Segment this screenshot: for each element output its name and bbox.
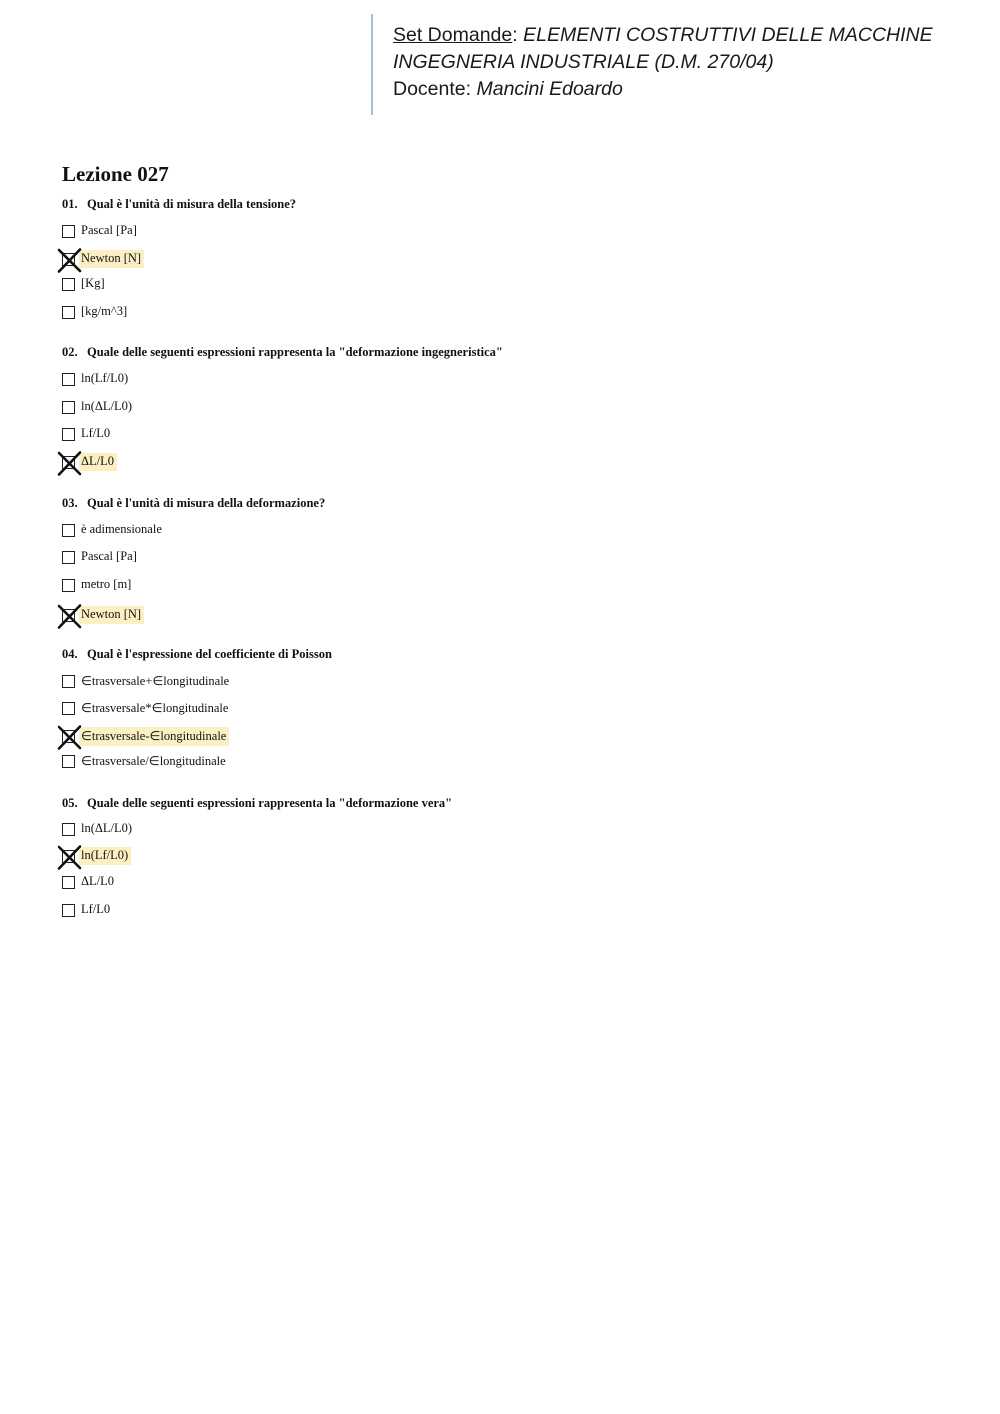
answer-option[interactable] [62, 274, 108, 294]
answer-text: ln(ΔL/L0) [81, 399, 133, 413]
question-04 [62, 647, 942, 768]
answer-option[interactable] [62, 397, 135, 417]
teacher-name: Mancini Edoardo [476, 78, 623, 100]
answer-text: metro [m] [81, 577, 132, 591]
answer-option[interactable] [62, 846, 131, 866]
answer-option[interactable] [62, 671, 232, 691]
question-heading [62, 496, 942, 514]
answer-option[interactable] [62, 726, 229, 746]
answer-text: ∈trasversale-∈longitudinale [79, 727, 229, 746]
question-02 [62, 345, 942, 468]
answer-option[interactable] [62, 900, 113, 920]
checkbox[interactable] [62, 579, 75, 592]
checkbox[interactable] [62, 755, 75, 768]
checkbox[interactable] [62, 306, 75, 319]
checkbox[interactable] [62, 876, 75, 889]
question-heading [62, 796, 942, 814]
answer-option[interactable] [62, 575, 134, 595]
answer-option[interactable] [62, 872, 117, 892]
answer-option[interactable] [62, 751, 229, 771]
checkbox[interactable] [62, 428, 75, 441]
answer-option[interactable] [62, 369, 131, 389]
answer-text: [kg/m^3] [81, 304, 128, 318]
question-heading [62, 345, 942, 363]
checkbox[interactable] [62, 904, 75, 917]
answer-text: ΔL/L0 [79, 453, 117, 471]
answer-text: ∈trasversale+∈longitudinale [81, 673, 230, 688]
question-number: 03. [62, 496, 78, 510]
cross-mark-icon [57, 604, 82, 629]
answer-text: Newton [N] [79, 250, 144, 268]
cross-mark-icon [57, 845, 82, 870]
answer-text: ΔL/L0 [81, 874, 115, 888]
answer-text: è adimensionale [81, 522, 162, 536]
course-header [371, 14, 941, 115]
question-number: 01. [62, 197, 78, 211]
checkbox[interactable] [62, 702, 75, 715]
set-colon: : [512, 24, 518, 46]
answer-option[interactable] [62, 221, 140, 241]
teacher-line [393, 76, 941, 103]
checkbox[interactable] [62, 551, 75, 564]
cross-mark-icon [57, 451, 82, 476]
answer-text: ln(Lf/L0) [79, 847, 131, 865]
question-number: 02. [62, 345, 78, 359]
question-text: Qual è l'espressione del coefficiente di Poisson [87, 647, 332, 661]
checkbox-checked[interactable] [62, 253, 75, 266]
answer-option[interactable] [62, 605, 144, 625]
set-line [393, 22, 941, 49]
answer-text: Pascal [Pa] [81, 549, 137, 563]
question-heading [62, 647, 942, 665]
cross-mark-icon [57, 248, 82, 273]
answer-text: Newton [N] [79, 606, 144, 624]
answer-text: ln(Lf/L0) [81, 371, 129, 385]
answer-text: ∈trasversale*∈longitudinale [81, 700, 229, 715]
checkbox[interactable] [62, 278, 75, 291]
checkbox-checked[interactable] [62, 609, 75, 622]
answer-option[interactable] [62, 424, 113, 444]
set-label: Set Domande [393, 24, 513, 46]
question-number: 04. [62, 647, 78, 661]
question-text: Quale delle seguenti espressioni rappresenta la "deformazione vera" [87, 796, 453, 810]
checkbox[interactable] [62, 524, 75, 537]
cross-mark-icon [57, 725, 82, 750]
checkbox-checked[interactable] [62, 730, 75, 743]
checkbox[interactable] [62, 823, 75, 836]
question-text: Qual è l'unità di misura della deformazione? [87, 496, 326, 510]
question-text: Quale delle seguenti espressioni rappresenta la "deformazione ingegneristica" [87, 345, 503, 359]
checkbox[interactable] [62, 675, 75, 688]
question-03 [62, 496, 942, 621]
question-text: Qual è l'unità di misura della tensione? [87, 197, 297, 211]
checkbox[interactable] [62, 401, 75, 414]
answer-option[interactable] [62, 452, 117, 472]
course-name-line2: INGEGNERIA INDUSTRIALE (D.M. 270/04) [393, 51, 774, 73]
question-number: 05. [62, 796, 78, 810]
checkbox[interactable] [62, 225, 75, 238]
answer-option[interactable] [62, 249, 144, 269]
lesson-title: Lezione 027 [62, 162, 169, 186]
question-01 [62, 197, 942, 318]
question-heading [62, 197, 942, 215]
answer-text: ∈trasversale/∈longitudinale [81, 753, 226, 768]
answer-text: Pascal [Pa] [81, 223, 137, 237]
teacher-label: Docente: [393, 78, 472, 100]
course-name-line1: ELEMENTI COSTRUTTIVI DELLE MACCHINE [523, 24, 933, 46]
answer-option[interactable] [62, 520, 165, 540]
checkbox[interactable] [62, 373, 75, 386]
question-05 [62, 796, 942, 916]
checkbox-checked[interactable] [62, 850, 75, 863]
answer-text: ln(ΔL/L0) [81, 821, 133, 835]
answer-text: Lf/L0 [81, 426, 111, 440]
answer-option[interactable] [62, 819, 135, 839]
answer-option[interactable] [62, 302, 130, 322]
checkbox-checked[interactable] [62, 456, 75, 469]
answer-option[interactable] [62, 547, 140, 567]
answer-text: Lf/L0 [81, 902, 111, 916]
answer-text: [Kg] [81, 276, 105, 290]
answer-option[interactable] [62, 698, 231, 718]
